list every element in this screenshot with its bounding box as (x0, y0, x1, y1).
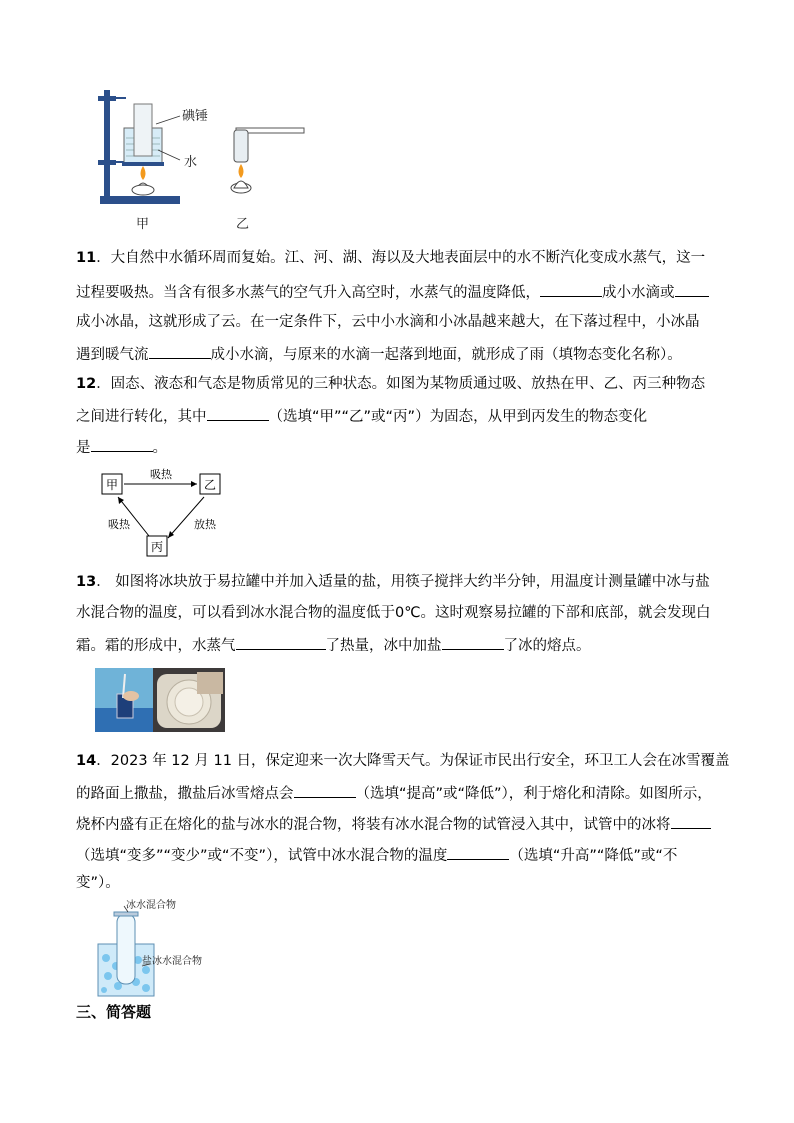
q11-text-4b: 成小水滴，与原来的水滴一起落到地面，就形成了雨（填物态变化名称）。 (210, 347, 682, 363)
section-heading-short-answer: 三、简答题 (76, 1003, 152, 1021)
label-yi: 乙 (236, 217, 250, 232)
q14-text-4b: （选填“升高”“降低”或“不 (509, 848, 678, 864)
q14-line4 (76, 844, 677, 866)
q14-text-5: 变”）。 (76, 875, 120, 891)
q13-line3 (76, 634, 591, 656)
q11-text-4a: 遇到暖气流 (76, 347, 149, 363)
q13-text-3a: 霜。霜的形成中，水蒸气 (76, 638, 236, 654)
q13-line1 (76, 572, 710, 592)
q13-text-2: 水混合物的温度，可以看到冰水混合物的温度低于0℃。这时观察易拉罐的下部和底部，就会发现白 (76, 605, 711, 621)
left-arrow-label: 吸热 (108, 518, 130, 531)
q12-text-2b: （选填“甲”“乙”或“丙”）为固态，从甲到丙发生的物态变化 (268, 409, 648, 425)
label-water: 水 (184, 155, 198, 170)
label-iodine-hammer: 碘锤 (182, 109, 209, 124)
q11-text-2b: 成小水滴或 (602, 285, 675, 301)
q11-blank-2[interactable] (675, 281, 709, 297)
state-yi-label: 乙 (203, 478, 217, 492)
q13-blank-1[interactable] (236, 634, 326, 650)
q13-blank-2[interactable] (442, 634, 504, 650)
q14-line1 (76, 751, 730, 771)
q14-text-2b: （选填“提高”或“降低”），利于熔化和清除。如图所示， (355, 786, 712, 802)
q14-blank-2[interactable] (671, 813, 711, 829)
label-ice-water-mixture: 冰水混合物 (126, 900, 176, 911)
q14-blank-1[interactable] (294, 782, 356, 798)
q13-number: 13 (76, 574, 97, 590)
can-experiment-photo-2 (153, 668, 225, 732)
q13-text-3c: 了冰的熔点。 (503, 638, 591, 654)
q14-blank-3[interactable] (447, 844, 509, 860)
label-salt-ice-water-mixture: 盐冰水混合物 (142, 956, 202, 967)
q13-text-1: ． 如图将冰块放于易拉罐中并加入适量的盐，用筷子搅拌大约半分钟，用温度计测量罐中冰与盐 (96, 574, 710, 590)
q11-line1 (76, 248, 705, 268)
q14-text-1: ．2023 年 12 月 11 日，保定迎来一次大降雪天气。为保证市民出行安全，环卫工人会在冰雪覆盖 (96, 753, 730, 769)
q12-blank-1[interactable] (207, 405, 269, 421)
q11-text-3: 成小冰晶，这就形成了云。在一定条件下，云中小水滴和小冰晶越来越大，在下落过程中，小冰晶 (76, 314, 700, 330)
right-arrow-label: 放热 (194, 518, 216, 531)
q12-line1 (76, 374, 705, 394)
q12-line3 (76, 436, 167, 458)
q12-text-2a: 之间进行转化，其中 (76, 409, 207, 425)
q12-number: 12 (76, 376, 97, 392)
q14-line5 (76, 873, 120, 893)
q14-number: 14 (76, 753, 97, 769)
q12-text-3a: 是 (76, 440, 91, 456)
q14-text-3a: 烧杯内盛有正在熔化的盐与冰水的混合物，将装有冰水混合物的试管浸入其中，试管中的冰将 (76, 817, 671, 833)
q13-text-3b: 了热量，冰中加盐 (325, 638, 442, 654)
q14-line2 (76, 782, 712, 804)
stand-rod (104, 90, 110, 198)
stand-base (100, 196, 180, 204)
q14-text-2a: 的路面上撒盐，撒盐后冰雪熔点会 (76, 786, 294, 802)
label-jia: 甲 (136, 217, 150, 232)
q14-line3 (76, 813, 711, 835)
iodine-hammer-figure (96, 86, 316, 232)
q11-line4 (76, 343, 682, 365)
state-bing-label: 丙 (150, 540, 164, 554)
q11-number: 11 (76, 250, 97, 266)
q11-line3 (76, 312, 700, 332)
q12-text-3b: 。 (152, 440, 167, 456)
top-arrow-label: 吸热 (150, 468, 172, 481)
q11-line2 (76, 281, 709, 303)
state-jia-label: 甲 (105, 478, 119, 492)
q14-text-4a: （选填“变多”“变少”或“不变”），试管中冰水混合物的温度 (76, 848, 448, 864)
q12-text-1: ．固态、液态和气态是物质常见的三种状态。如图为某物质通过吸、放热在甲、乙、丙三种物态 (96, 376, 706, 392)
q13-line2 (76, 603, 711, 623)
can-experiment-photo-1 (95, 668, 153, 732)
q11-text-1: ．大自然中水循环周而复始。江、河、湖、海以及大地表面层中的水不断汽化变成水蒸气，这一 (96, 250, 706, 266)
state-transition-diagram (96, 464, 232, 560)
q11-blank-3[interactable] (149, 343, 211, 359)
beaker-testtube-figure (90, 896, 230, 1000)
q12-blank-2[interactable] (91, 436, 153, 452)
q11-blank-1[interactable] (540, 281, 602, 297)
q11-text-2a: 过程要吸热。当含有很多水蒸气的空气升入高空时，水蒸气的温度降低， (76, 285, 540, 301)
q12-line2 (76, 405, 647, 427)
